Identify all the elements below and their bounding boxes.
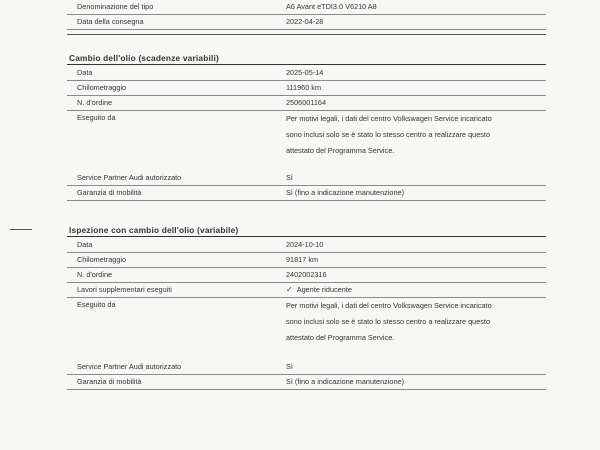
insp-performed-label: Eseguito da: [77, 300, 116, 309]
inspection-table: [67, 238, 546, 390]
insp-performed-line: Per motivi legali, i dati del centro Volkswagen Service incaricato: [286, 301, 492, 310]
insp-mobility-row: [67, 375, 546, 390]
insp-date-row: [67, 238, 546, 253]
insp-km-value: 91817 km: [286, 255, 319, 264]
oil-order-label: N. d'ordine: [77, 98, 113, 107]
insp-extra-value: [286, 283, 352, 297]
vehicle-info-table: [67, 0, 546, 30]
type-row: [67, 0, 546, 15]
divider: [67, 34, 546, 35]
delivery-date-row: [67, 15, 546, 30]
insp-performed-value: [286, 298, 492, 346]
insp-km-label: Chilometraggio: [77, 255, 127, 264]
oil-partner-value: Sì: [286, 173, 293, 182]
type-label: Denominazione del tipo: [77, 2, 154, 11]
insp-partner-row: [67, 360, 546, 375]
insp-extra-label: Lavori supplementari eseguiti: [77, 285, 172, 294]
insp-extra-row: [67, 283, 546, 298]
oil-mobility-row: [67, 186, 546, 201]
insp-order-label: N. d'ordine: [77, 270, 113, 279]
insp-date-label: Data: [77, 240, 93, 249]
oil-partner-row: [67, 171, 546, 186]
oil-change-table: [67, 66, 546, 201]
oil-mobility-label: Garanzia di mobilità: [77, 188, 142, 197]
oil-date-label: Data: [77, 68, 93, 77]
insp-partner-value: Sì: [286, 362, 293, 371]
oil-partner-label: Service Partner Audi autorizzato: [77, 173, 182, 182]
check-icon: ✓: [286, 285, 293, 294]
oil-date-row: [67, 66, 546, 81]
oil-change-title: Cambio dell'olio (scadenze variabili): [67, 52, 546, 65]
oil-performed-line: attestato del Programma Service.: [286, 146, 395, 155]
insp-performed-row: [67, 298, 546, 360]
insp-extra-text: Agente riducente: [296, 285, 352, 294]
insp-mobility-label: Garanzia di mobilità: [77, 377, 142, 386]
oil-performed-value: [286, 111, 492, 159]
delivery-date-value: 2022-04-28: [286, 17, 324, 26]
insp-mobility-value: Sì (fino a indicazione manutenzione): [286, 377, 405, 386]
oil-km-value: 111960 km: [286, 83, 322, 92]
oil-performed-label: Eseguito da: [77, 113, 116, 122]
oil-date-value: 2025-05-14: [286, 68, 324, 77]
insp-order-row: [67, 268, 546, 283]
oil-mobility-value: Sì (fino a indicazione manutenzione): [286, 188, 405, 197]
oil-km-label: Chilometraggio: [77, 83, 127, 92]
oil-order-value: 2506001164: [286, 98, 327, 107]
oil-performed-line: Per motivi legali, i dati del centro Volkswagen Service incaricato: [286, 114, 492, 123]
type-value: A6 Avant eTDI3.0 V6210 A8: [286, 2, 377, 11]
insp-km-row: [67, 253, 546, 268]
insp-performed-line: sono inclusi solo se è stato lo stesso centro a realizzare questo: [286, 317, 491, 326]
oil-order-row: [67, 96, 546, 111]
inspection-title: Ispezione con cambio dell'olio (variabile): [67, 224, 546, 237]
oil-performed-line: sono inclusi solo se è stato lo stesso centro a realizzare questo: [286, 130, 491, 139]
margin-dash: [10, 229, 32, 230]
insp-order-value: 2402002316: [286, 270, 327, 279]
oil-km-row: [67, 81, 546, 96]
insp-date-value: 2024-10-10: [286, 240, 324, 249]
insp-performed-line: attestato del Programma Service.: [286, 333, 395, 342]
oil-performed-row: [67, 111, 546, 171]
insp-partner-label: Service Partner Audi autorizzato: [77, 362, 182, 371]
delivery-date-label: Data della consegna: [77, 17, 144, 26]
